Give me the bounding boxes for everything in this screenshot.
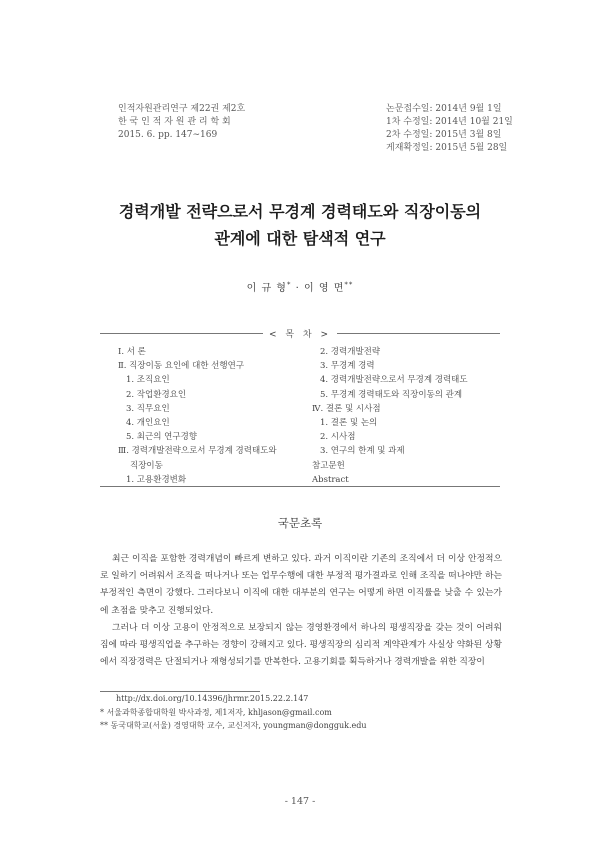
footnotes <box>100 692 367 733</box>
toc-item: 1. 조직요인 <box>126 375 170 386</box>
footnote-author-1: * 서울과학종합대학원 박사과정, 제1저자, khljason@gmail.com <box>100 707 332 717</box>
abstract-paragraph-2: 그러나 더 이상 고용이 안정적으로 보장되지 않는 경영환경에서 하나의 평생직장을 갖는 것이 어려워짐에 따라 평생직업을 추구하는 경향이 강해지고 있다. 평생직장의 심리적 계약관계가 사실상 약화된 상황에서 직장경력은 단절되거나 재형성되기를 반복한다. 고용기회를 획득하거나 경력개발을 위한 직장이 <box>100 622 502 668</box>
page-number: - 147 - <box>284 796 316 807</box>
toc-item: 4. 경력개발전략으로서 무경계 경력태도 <box>320 375 468 386</box>
author-2-mark: ** <box>344 280 354 289</box>
author-separator: · <box>291 283 305 294</box>
footnote-author-2: ** 동국대학교(서울) 경영대학 교수, 교신저자, youngman@dongguk.edu <box>100 721 367 730</box>
toc-item: 3. 연구의 한계 및 과제 <box>320 446 405 457</box>
date-received: 논문접수일: 2014년 9월 1일 <box>386 104 502 114</box>
toc-item: Ⅱ. 직장이동 요인에 대한 선행연구 <box>118 361 245 372</box>
author-1-mark: * <box>286 280 292 289</box>
toc-item: 4. 개인요인 <box>126 418 170 429</box>
toc-item: 2. 시사점 <box>320 432 356 443</box>
toc-item: 3. 무경계 경력 <box>320 361 375 372</box>
toc-item: 1. 고용환경변화 <box>126 474 187 485</box>
toc-item: 1. 결론 및 논의 <box>320 418 378 429</box>
toc-item: Ⅲ. 경력개발전략으로서 무경계 경력태도와 <box>118 446 277 457</box>
abstract-heading: 국문초록 <box>277 516 323 530</box>
toc-item: 5. 무경계 경력태도와 직장이동의 관계 <box>320 389 463 400</box>
submission-dates <box>386 103 513 155</box>
date-accepted: 게재확정일: 2015년 5월 28일 <box>386 143 508 153</box>
journal-name: 인적자원관리연구 제22권 제2호 <box>118 104 246 114</box>
toc-label: < 목 차 > <box>0 327 600 340</box>
author-2: 이 영 면 <box>304 283 345 294</box>
society-name: 한 국 인 적 자 원 관 리 학 회 <box>118 117 231 127</box>
title-line-1: 경력개발 전략으로서 무경계 경력태도와 직장이동의 <box>118 202 482 221</box>
toc-item: 2. 경력개발전략 <box>320 347 381 357</box>
date-revised-2: 2차 수정일: 2015년 3월 8일 <box>386 130 502 140</box>
toc-item: Abstract <box>312 474 349 485</box>
issue-pages: 2015. 6. pp. 147∼169 <box>118 130 218 140</box>
author-1: 이 규 형 <box>246 283 287 294</box>
paper-title <box>0 198 600 252</box>
abstract-paragraph-1: 최근 이직을 포함한 경력개념이 빠르게 변하고 있다. 과거 이직이란 기존의 조직에서 더 이상 안정적으로 일하기 어려워서 조직을 떠나거나 또는 업무수행에 대한 부정적 평가결과로 인해 조직을 떠나야만 하는 부정적인 측면이 강했다. 그러다보니 이직에 대한 대부분의 연구는 어떻게 하면 이직률을 낮출 수 있는가에 초점을 맞추고 진행되었다. <box>100 554 502 616</box>
toc-item: 2. 작업환경요인 <box>126 389 187 400</box>
toc-item: 직장이동 <box>130 460 163 471</box>
toc-item: Ⅰ. 서 론 <box>118 347 146 357</box>
author-line <box>0 279 600 294</box>
title-line-2: 관계에 대한 탐색적 연구 <box>214 229 386 248</box>
doi-link[interactable]: http://dx.doi.org/10.14396/jhrmr.2015.22.2.147 <box>116 694 309 703</box>
toc-item: 참고문헌 <box>312 460 345 471</box>
toc-item: 3. 직무요인 <box>126 403 170 414</box>
toc-item: Ⅳ. 결론 및 시사점 <box>312 403 381 414</box>
date-revised-1: 1차 수정일: 2014년 10월 21일 <box>386 117 513 127</box>
abstract-body <box>100 551 502 671</box>
toc-left-column <box>118 345 277 487</box>
toc-right-column <box>312 345 468 487</box>
journal-info <box>118 103 245 142</box>
toc-item: 5. 최근의 연구경향 <box>126 432 197 443</box>
